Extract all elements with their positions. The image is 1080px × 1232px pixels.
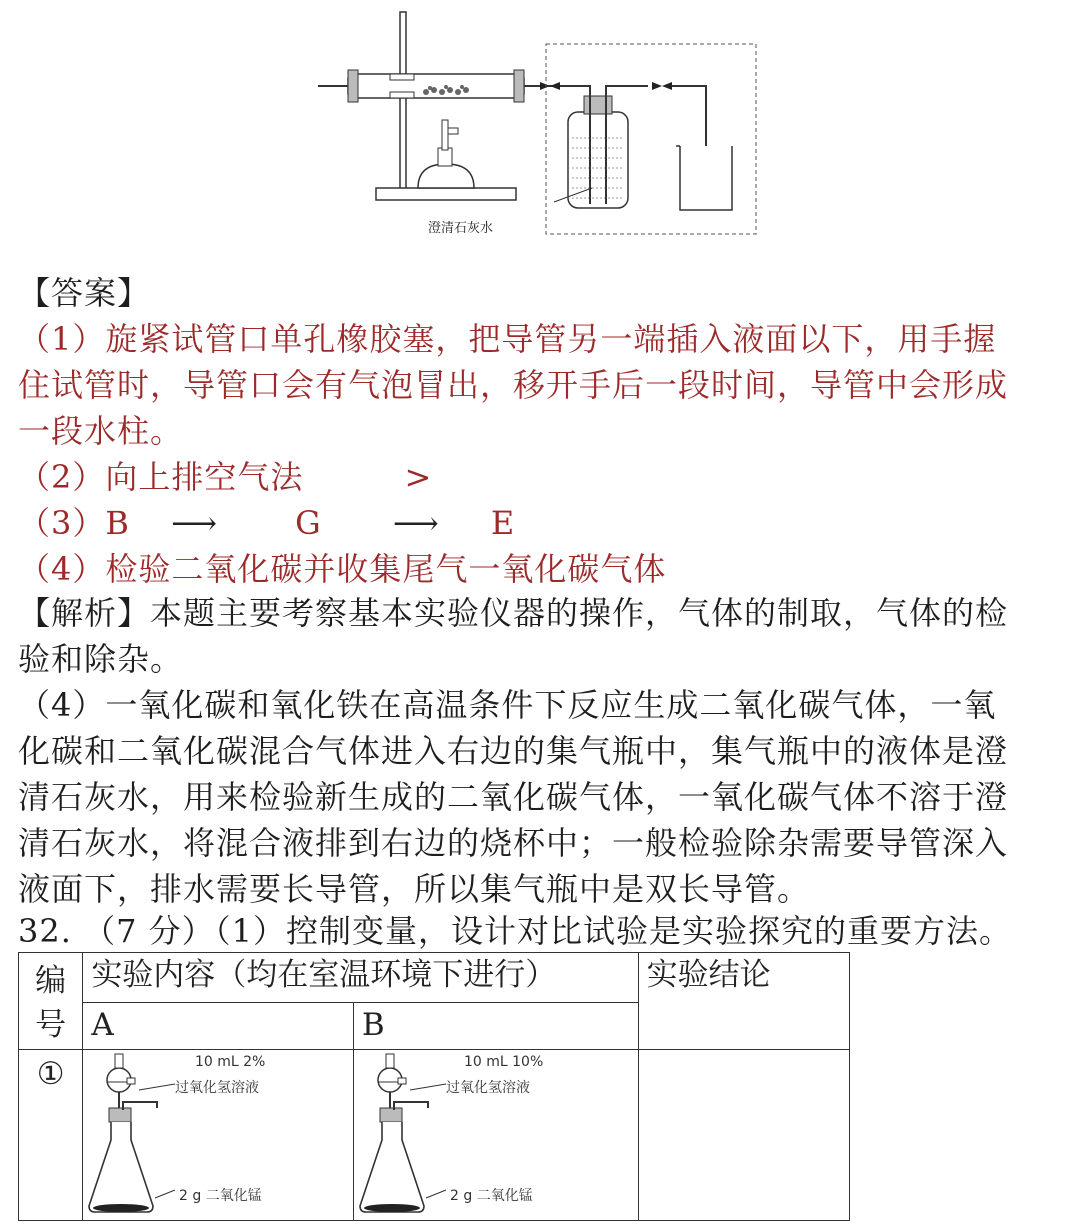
flask-diagram-b xyxy=(354,1050,630,1216)
analysis-p4-line1: （4）一氧化碳和氧化铁在高温条件下反应生成二氧化碳气体，一氧 xyxy=(18,686,997,724)
answer-q2-symbol: > xyxy=(404,458,433,496)
header-number-text: 编号 xyxy=(35,963,67,1043)
row1-conclusion xyxy=(638,1050,849,1221)
row1-cell-b xyxy=(353,1050,638,1221)
answer-q2-text: （2）向上排空气法 xyxy=(18,458,304,496)
cell-b-label2: 过氧化氢溶液 xyxy=(445,1080,530,1096)
analysis-line1: 【解析】本题主要考察基本实验仪器的操作，气体的制取，气体的检 xyxy=(18,594,1009,632)
cell-a-label2: 过氧化氢溶液 xyxy=(175,1080,260,1096)
stand-base xyxy=(376,188,516,200)
question32-title: 32. （7 分）（1）控制变量，设计对比试验是实验探究的重要方法。 xyxy=(18,912,1012,950)
answer-q3-g: G xyxy=(295,504,322,542)
analysis-p4-line5: 液面下，排水需要长导管，所以集气瓶中是双长导管。 xyxy=(18,870,811,908)
cell-a-label1: 10 mL 2% xyxy=(195,1054,266,1070)
combustion-tube xyxy=(348,74,524,98)
apparatus-diagram xyxy=(318,8,768,240)
conical-flask xyxy=(360,1122,424,1212)
answer-q1-line1: （1）旋紧试管口单孔橡胶塞，把导管另一端插入液面以下，用手握 xyxy=(18,320,997,358)
limewater-label: 澄清石灰水 xyxy=(428,221,494,236)
arrow-icon: ⟶ xyxy=(392,504,440,542)
answer-q3-b: B xyxy=(105,504,130,542)
answer-q1-line2: 住试管时，导管口会有气泡冒出，移开手后一段时间，导管中会形成 xyxy=(18,366,1009,404)
experiment-table xyxy=(18,952,850,1221)
answer-q1-line3: 一段水柱。 xyxy=(18,412,184,450)
answer-heading: 【答案】 xyxy=(18,274,151,312)
cell-b-label1: 10 mL 10% xyxy=(463,1054,544,1070)
header-conclusion: 实验结论 xyxy=(638,953,849,1050)
arrow-icon: ⟶ xyxy=(171,504,218,542)
answer-q2 xyxy=(18,454,432,500)
header-a: A xyxy=(83,1002,354,1049)
cell-a-label3: 2 g 二氧化锰 xyxy=(179,1188,263,1204)
analysis-line2: 验和除杂。 xyxy=(18,640,184,678)
analysis-p4-line2: 化碳和二氧化碳混合气体进入右边的集气瓶中，集气瓶中的液体是澄 xyxy=(18,732,1009,770)
answer-q4: （4）检验二氧化碳并收集尾气一氧化碳气体 xyxy=(18,550,667,588)
header-content: 实验内容（均在室温环境下进行） xyxy=(83,953,638,1003)
cell-b-label3: 2 g 二氧化锰 xyxy=(449,1188,533,1204)
row1-cell-a xyxy=(83,1050,354,1221)
answer-q3-prefix: （3） xyxy=(18,504,106,542)
header-b: B xyxy=(353,1002,638,1049)
analysis-p4-line3: 清石灰水，用来检验新生成的二氧化碳气体，一氧化碳气体不溶于澄 xyxy=(18,778,1009,816)
analysis-p4-line4: 清石灰水，将混合液排到右边的烧杯中；一般检验除杂需要导管深入 xyxy=(18,824,1009,862)
answer-q3-e: E xyxy=(490,504,516,542)
flask-diagram-a xyxy=(83,1050,345,1216)
alcohol-lamp xyxy=(418,164,474,188)
beaker xyxy=(680,146,732,210)
answer-q3 xyxy=(18,500,515,546)
row1-number: ① xyxy=(19,1050,83,1221)
header-number xyxy=(19,953,83,1050)
conical-flask xyxy=(89,1122,153,1212)
stand-rod xyxy=(400,12,406,192)
